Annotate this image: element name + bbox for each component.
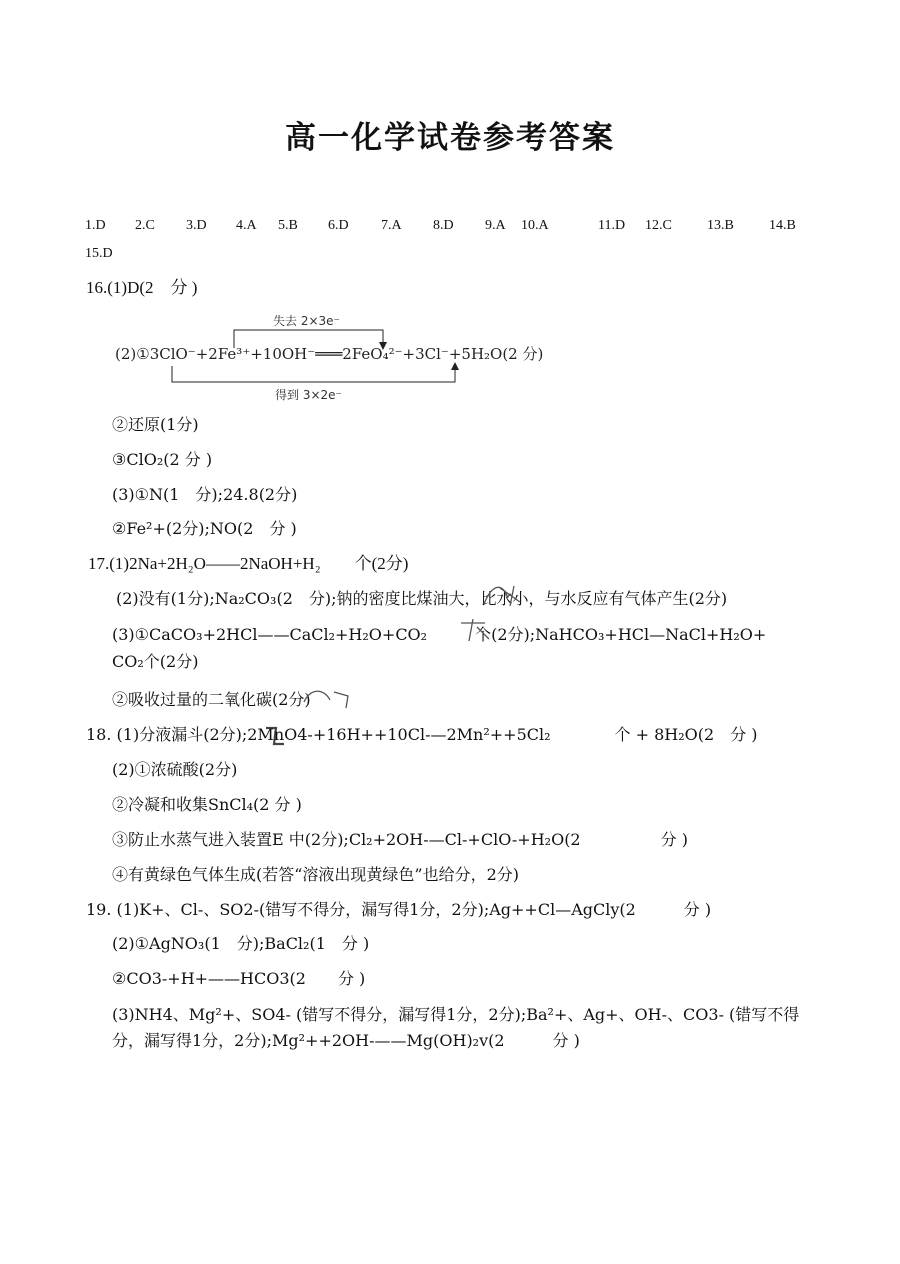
handwritten-mark <box>480 580 540 610</box>
q17-part3-continued: CO₂个(2分) <box>112 652 199 671</box>
q16-part4: (3)①N(1 分);24.8(2分) <box>112 485 298 504</box>
choice-answer: 14.B <box>769 218 796 233</box>
q17-part2: (2)没有(1分);Na₂CO₃(2 分);钠的密度比煤油大，比水小，与水反应有气体产生(2分) <box>116 589 728 608</box>
choice-answer: 8.D <box>433 218 454 233</box>
choice-answer: 13.B <box>707 218 734 233</box>
q17-part4: ②吸收过量的二氧化碳(2分) <box>112 690 311 709</box>
electron-gain-label: 得到 3×2e⁻ <box>275 388 342 402</box>
q18-part3: ②冷凝和收集SnCl₄(2 分 ) <box>112 795 302 814</box>
choice-row-2 <box>85 246 113 262</box>
choice-answer: 12.C <box>645 218 672 233</box>
handwritten-mark <box>455 615 495 645</box>
choice-answer: 1.D <box>85 218 106 233</box>
choice-answer: 9.A <box>485 218 506 233</box>
choice-answer: 5.B <box>278 218 298 233</box>
q16-part1: 16.(1)D(2 分 ) <box>86 278 198 297</box>
page-title: 高一化学试卷参考答案 <box>285 120 615 156</box>
choice-answer: 2.C <box>135 218 155 233</box>
choice-answer: 10.A <box>521 218 549 233</box>
q18-part4: ③防止水蒸气进入装置E 中(2分);Cl₂+2OH-—Cl-+ClO-+H₂O(2 分 ) <box>112 830 688 849</box>
q16-part3: ③ClO₂(2 分 ) <box>112 450 213 469</box>
q17-part3: (3)①CaCO₃+2HCl——CaCl₂+H₂O+CO₂ 个(2分);NaHCO₃+HCl—NaCl+H₂O+ <box>112 625 767 644</box>
choice-answer: 11.D <box>598 218 626 233</box>
choice-answer: 3.D <box>186 218 207 233</box>
redox-equation-diagram <box>110 306 590 406</box>
q19-part1: 19. (1)K+、Cl-、SO2-(错写不得分，漏写得1分，2分);Ag++Cl—AgCly(2 分 ) <box>86 900 712 919</box>
q18-part5: ④有黄绿色气体生成(若答“溶液出现黄绿色”也给分，2分) <box>112 865 520 884</box>
redox-equation: (2)①3ClO⁻+2Fe³⁺+10OH⁻═══2FeO₄²⁻+3Cl⁻+5H₂O(2 分) <box>115 345 544 363</box>
q19-part2: (2)①AgNO₃(1 分);BaCl₂(1 分 ) <box>112 934 370 953</box>
q19-part4: (3)NH4、Mg²+、SO4- (错写不得分，漏写得1分，2分);Ba²+、Ag+、OH-、CO3- (错写不得 <box>112 1005 800 1024</box>
choice-answer: 15.D <box>85 246 113 261</box>
q18-part1: 18. (1)分液漏斗(2分);2MnO4-+16H++10Cl-—2Mn²++5Cl₂ 个 + 8H₂O(2 分 ) <box>86 725 758 744</box>
choice-answer: 7.A <box>381 218 402 233</box>
q19-part3: ②CO3-+H+——HCO3(2 分 ) <box>112 969 366 988</box>
handwritten-mark <box>300 682 360 712</box>
q17-part1: 17.(1)2Na+2H₂O——2NaOH+H₂ 个(2分) <box>88 554 409 573</box>
q16-part2: ②还原(1分) <box>112 415 199 434</box>
q18-part2: (2)①浓硫酸(2分) <box>112 760 238 779</box>
electron-loss-label: 失去 2×3e⁻ <box>273 314 340 328</box>
choice-answer: 6.D <box>328 218 349 233</box>
q16-part5: ②Fe²+(2分);NO(2 分 ) <box>112 519 297 538</box>
q19-part4-continued: 分，漏写得1分，2分);Mg²++2OH-——Mg(OH)₂v(2 分 ) <box>112 1031 580 1050</box>
choice-answer: 4.A <box>236 218 257 233</box>
